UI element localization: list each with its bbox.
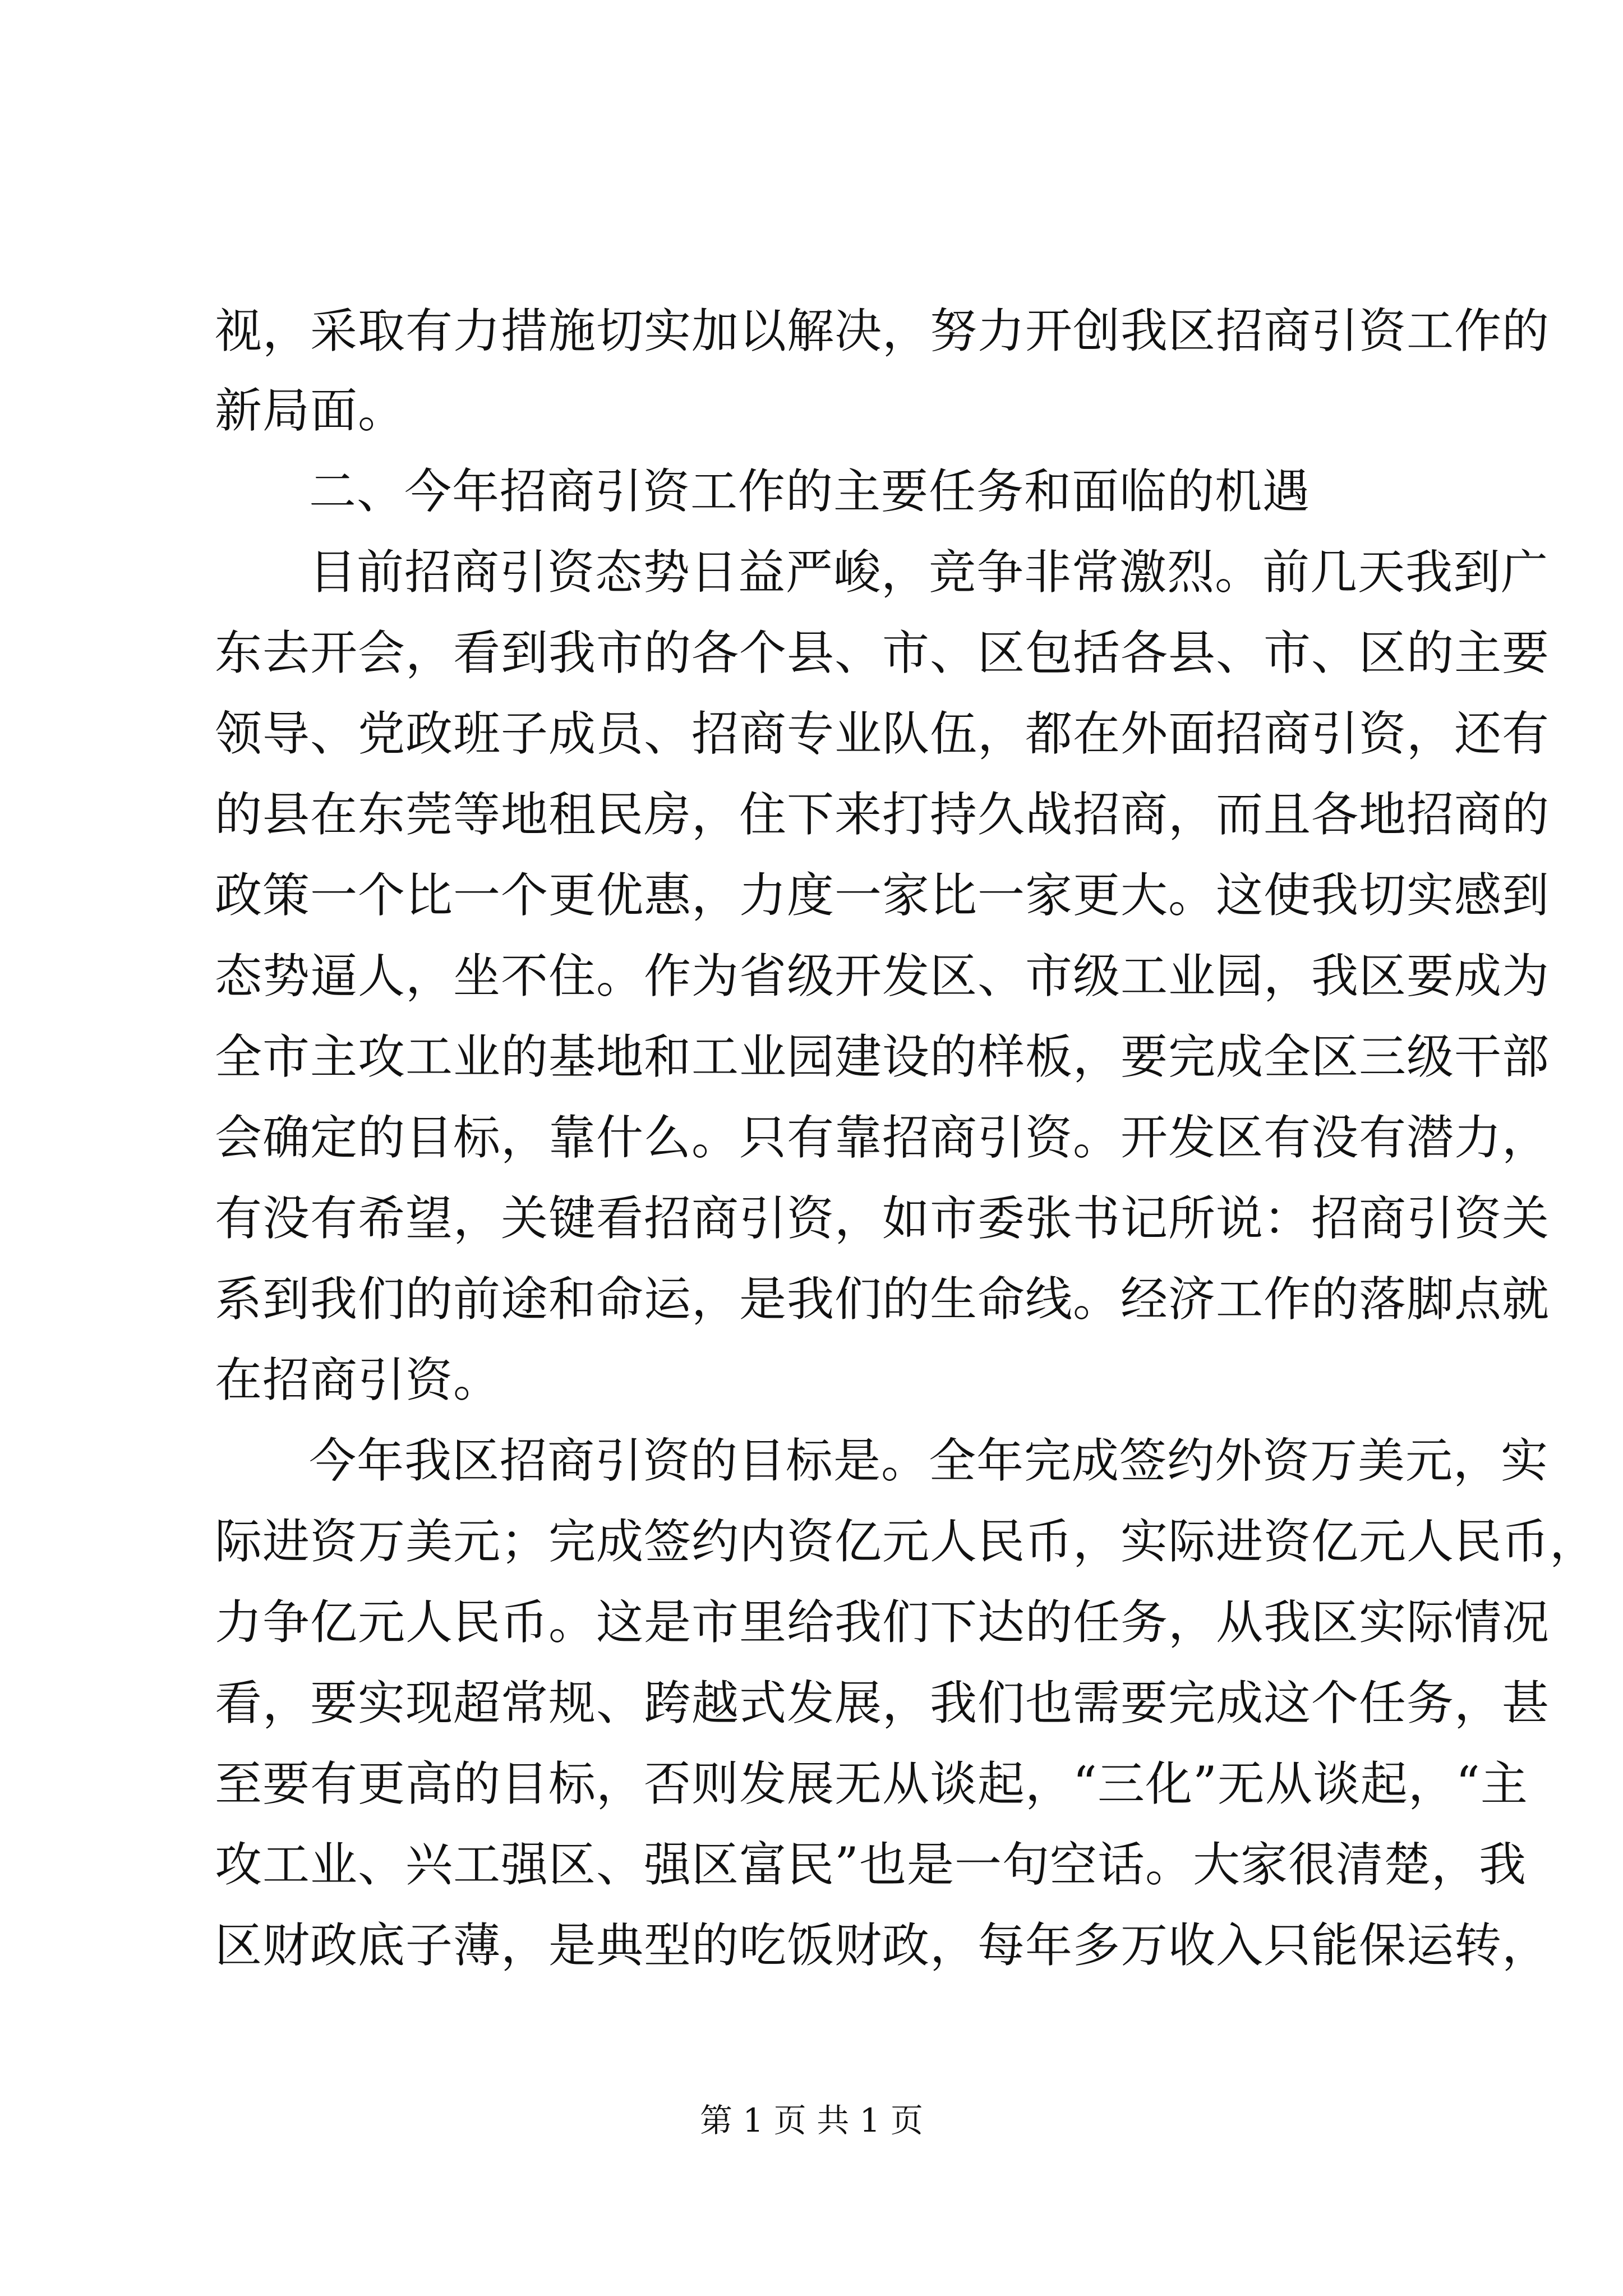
body-text-line: 政策一个比一个更优惠，力度一家比一家更大。这使我切实感到 bbox=[215, 868, 1550, 923]
body-text-line: 东去开会，看到我市的各个县、市、区包括各县、市、区的主要 bbox=[215, 625, 1550, 680]
body-text-line: 际进资万美元；完成签约内资亿元人民币，实际进资亿元人民币， bbox=[215, 1514, 1598, 1569]
body-text-line: 系到我们的前途和命运，是我们的生命线。经济工作的落脚点就 bbox=[215, 1272, 1550, 1327]
body-text-line: 的县在东莞等地租民房，住下来打持久战招商，而且各地招商的 bbox=[215, 787, 1550, 842]
body-text-line: 至要有更高的目标，否则发展无从谈起，“三化”无从谈起，“主 bbox=[215, 1756, 1528, 1811]
body-text-line: 攻工业、兴工强区、强区富民”也是一句空话。大家很清楚，我 bbox=[215, 1837, 1527, 1892]
body-text-line: 今年我区招商引资的目标是。全年完成签约外资万美元，实 bbox=[309, 1433, 1549, 1488]
body-text-line: 全市主攻工业的基地和工业园建设的样板，要完成全区三级干部 bbox=[215, 1029, 1550, 1084]
body-text-line: 新局面。 bbox=[215, 383, 406, 438]
body-text-line: 目前招商引资态势日益严峻，竞争非常激烈。前几天我到广 bbox=[309, 545, 1549, 600]
section-heading: 二、今年招商引资工作的主要任务和面临的机遇 bbox=[309, 464, 1311, 519]
body-text-line: 在招商引资。 bbox=[215, 1352, 501, 1407]
body-text-line: 会确定的目标，靠什么。只有靠招商引资。开发区有没有潜力， bbox=[215, 1110, 1550, 1165]
body-text-line: 领导、党政班子成员、招商专业队伍，都在外面招商引资，还有 bbox=[215, 706, 1550, 761]
body-text-line: 态势逼人，坐不住。作为省级开发区、市级工业园，我区要成为 bbox=[215, 949, 1550, 1004]
body-text-line: 力争亿元人民币。这是市里给我们下达的任务，从我区实际情况 bbox=[215, 1595, 1550, 1650]
body-text-line: 视，采取有力措施切实加以解决，努力开创我区招商引资工作的 bbox=[215, 303, 1550, 358]
page-number-footer: 第 1 页 共 1 页 bbox=[700, 2101, 923, 2139]
body-text-line: 区财政底子薄，是典型的吃饭财政，每年多万收入只能保运转， bbox=[215, 1918, 1550, 1973]
body-text-line: 看，要实现超常规、跨越式发展，我们也需要完成这个任务，甚 bbox=[215, 1676, 1550, 1731]
body-text-line: 有没有希望，关键看招商引资，如市委张书记所说：招商引资关 bbox=[215, 1191, 1550, 1246]
